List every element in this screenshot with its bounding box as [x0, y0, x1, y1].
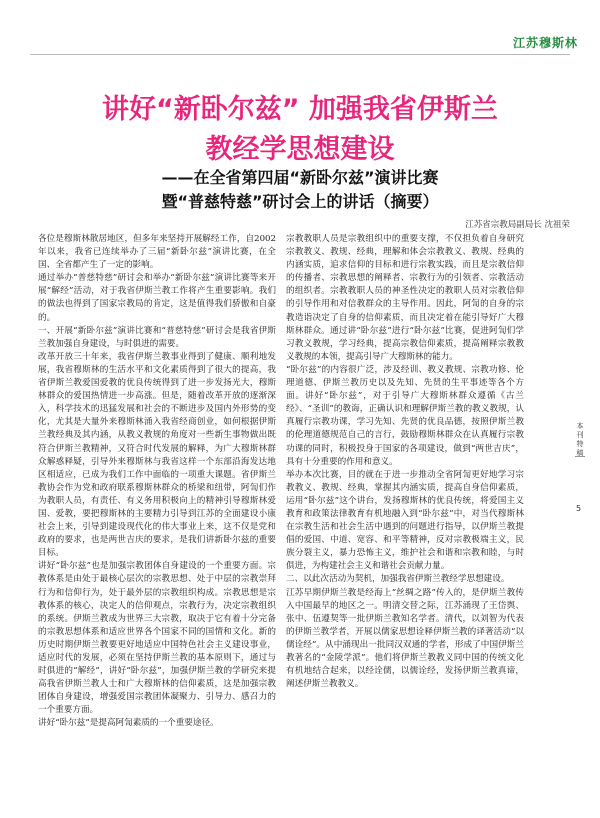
- magazine-brand: 江苏穆斯林: [512, 36, 578, 50]
- section-heading: 二、以此次活动为契机，加强我省伊斯兰教经学思想建设。: [286, 574, 510, 585]
- body-column-left: [38, 233, 276, 803]
- article-title-line-1: 讲好“新卧尔兹” 加强我省伊斯兰: [102, 94, 498, 125]
- article-title-line-2: 教经学思想建设: [205, 134, 395, 165]
- paragraph: 江苏早期伊斯兰教是经海上“丝绸之路”传入的，是伊斯兰教传入中国最早的地区之一。明清交替之际，江苏涌现了王岱舆、张中、伍遵契等一批伊斯兰教知名学者。清代，以刘智为代表的伊斯兰教学者，开展以儒家思想诠释伊斯兰教的译著活动“以儒诠经”。从中涌现出一批同汉双通的学者，形成了中国伊斯兰教著名的“金陵学派”。他们将伊斯兰教教义同中国的传统文化有机地结合起来，以经诠儒，以儒诠经，发扬伊斯兰教真谛，阐述伊斯兰教教义。: [286, 587, 524, 690]
- author-byline: 江苏省宗教局副局长 沈祖荣: [465, 220, 570, 230]
- paragraph: 宗教教职人员是宗教组织中的重要支撑，不仅担负着自身研究宗教教义、教规、经典，理解和体会宗教教义、教规、经典的内涵实质，追求信仰的目标和进行宗教实践，而且是宗教信仰的传播者、宗教思想的阐释者、宗教行为的引领者、宗教活动的组织者。宗教教职人员的神圣性决定的教职人员对宗教信仰的引导作用和对信教群众的主导作用。因此，阿訇的自身的宗教造诣决定了自身的信仰素质，而且决定着在能引导好广大穆斯林群众。通过讲“卧尔兹”进行“卧尔兹”比赛，促进阿訇们学习教义教规，学习经典，提高宗教信仰素质，提高阐释宗教教义教规的本领，提高引导广大穆斯林的能力。: [286, 234, 524, 362]
- paragraph: 举办本次比赛，目的就在于进一步推动全省阿訇更好地学习宗教教义、教规、经典，掌握其内涵实质，提高自身信仰素质，运用“卧尔兹”这个讲台，发扬穆斯林的优良传统，将爱国主义教育和政策法律教育有机地融入到“卧尔兹”中，对当代穆斯林在宗教生活和社会生活中遇到的问题进行指导，以伊斯兰教提倡的爱国、中道、宽容、和平等精神，反对宗教极端主义，民族分裂主义，暴力恐怖主义，维护社会和谐和宗教和睦，与时俱进，为构建社会主义和谐社会贡献力量。: [286, 469, 524, 572]
- side-label-divider: [575, 456, 585, 457]
- section-heading: 一、开展“新卧尔兹”演讲比赛和“普慈特慈”研讨会是我省伊斯兰教加强自身建设，与时俱进的需要。: [38, 325, 276, 349]
- paragraph: 改革开放三十年来，我省伊斯兰教事业得到了健康、顺利地发展，我省穆斯林的生活水平和文化素质得到了很大的提高，我省伊斯兰教爱国爱教的优良传统得到了进一步发扬光大，穆斯林群众的爱国热情进一步高涨。但是，随着改革开放的逐渐深入，科学技术的迅猛发展和社会的不断进步及国内外形势的变化，尤其是大量外来穆斯林涌入我省经商创业，如何根据伊斯兰教经典及其内涵，从教义教规的角度对一些新生事物做出既符合伊斯兰教精神，又符合时代发展的解释，为广大穆斯林群众解惑释疑，引导外来穆斯林与我省这样一个东部沿海发达地区相适应，已成为我们工作中面临的一项重大课题。省伊斯兰教协会作为党和政府联系穆斯林群众的桥梁和纽带，阿訇们作为教职人员，有责任、有义务用积极向上的精神引导穆斯林爱国、爱教，要把穆斯林的主要精力引导到江苏的全面建设小康社会上来，引导到建设现代化的伟大事业上来，这不仅是党和政府的要求，也是两世吉庆的要求，是我们讲新卧尔兹的重要目标。: [38, 351, 276, 559]
- paragraph: 各位是穆斯林散居地区，但多年来坚持开展解经工作，自2002年以来，我省已连续举办了三届“新卧尔兹”演讲比赛，在全国、全省都产生了一定的影响。: [38, 234, 276, 271]
- article-title: [30, 90, 570, 170]
- page-number: 5: [576, 504, 582, 513]
- paragraph: 讲好“卧尔兹”是提高阿訇素质的一个重要途径。: [38, 718, 219, 729]
- header-divider: [30, 54, 570, 55]
- article-subtitle-line-2: 暨“普慈特慈”研讨会上的讲话（摘要）: [161, 192, 439, 211]
- section-side-label: 本刊特稿: [576, 422, 584, 457]
- article-subtitle-line-1: ——在全省第四届“新卧尔兹”演讲比赛: [161, 168, 439, 187]
- paragraph: 讲好“卧尔兹”也是加强宗教团体自身建设的一个重要方面。宗教体系是由处于最核心层次的宗教思想、处于中层的宗教崇拜行为和信仰行为，处于最外层的宗教组织构成。宗教思想是宗教体系的核心，决定人的信仰观点，宗教行为，决定宗教组织的系统。伊斯兰教成为世界三大宗教，取决于它有着十分完备的宗教思想体系和适应世界各个国家不同的国情和文化。新的历史时期伊斯兰教要更好地适应中国特色社会主义建设事业，适应时代的发展，必须在坚持伊斯兰教的基本原则下，通过与时俱进的“解经”，讲好“卧尔兹”，加强伊斯兰教的学研究来提高我省伊斯兰教人士和广大穆斯林的信仰素质，这是加强宗教团体自身建设，增强爱国宗教团体凝聚力、引导力、感召力的一个重要方面。: [38, 561, 276, 716]
- body-column-right: [286, 233, 524, 803]
- article-subtitle: [30, 166, 570, 214]
- paragraph: “卧尔兹”的内容很广泛，涉及经训、教义教规、宗教功修、伦理道德、伊斯兰教历史以及先知、先贤的生平事迹等各个方面。讲好“卧尔兹”，对于引导广大穆斯林群众遵循《古兰经》、“圣训”的教诲，正确认识和理解伊斯兰教的教义教规，认真履行宗教功课，学习先知、先贤的优良品德，按照伊斯兰教的伦理道德规范自己的言行，鼓励穆斯林群众在认真履行宗教功课的同时，积极投身于国家的各项建设，做到“两世吉庆”，具有十分重要的作用和意义。: [286, 364, 524, 467]
- paragraph: 通过举办“普慈特慈”研讨会和举办“新卧尔兹”演讲比赛等来开展“解经”活动，对于我省伊斯兰教工作将产生重要影响。我们的做法也得到了国家宗教局的肯定，这是值得我们骄傲和自豪的。: [38, 273, 276, 323]
